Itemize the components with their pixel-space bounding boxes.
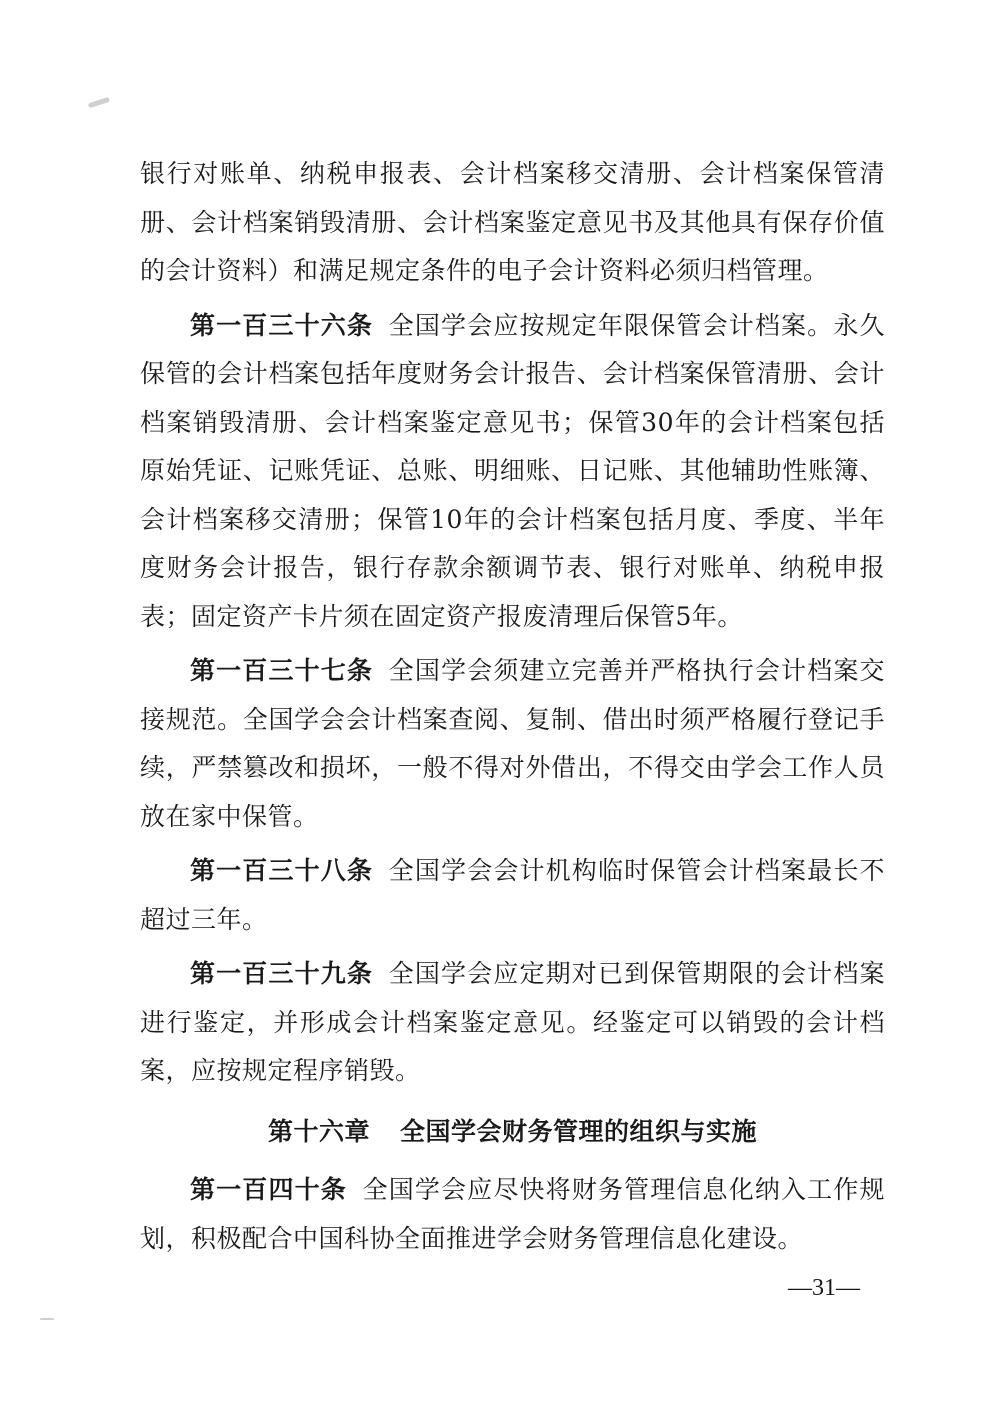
article-number: 第一百三十七条 (190, 656, 374, 685)
article-text: 全国学会应定期对已到保管期限的会计档案进行鉴定，并形成会计档案鉴定意见。经鉴定可以销毁的会计档案，应按规定程序销毁。 (140, 959, 885, 1085)
article-139 (140, 950, 885, 1096)
chapter-title: 全国学会财务管理的组织与实施 (400, 1116, 758, 1146)
article-text: 全国学会应尽快将财务管理信息化纳入工作规划，积极配合中国科协全面推进学会财务管理信息化建设。 (140, 1175, 885, 1253)
article-number: 第一百四十条 (190, 1175, 347, 1204)
chapter-heading (140, 1108, 885, 1157)
article-text: 全国学会应按规定年限保管会计档案。永久保管的会计档案包括年度财务会计报告、会计档案保管清册、会计档案销毁清册、会计档案鉴定意见书；保管30年的会计档案包括原始凭证、记账凭证、总账、明细账、日记账、其他辅助性账簿、会计档案移交清册；保管10年的会计档案包括月度、季度、半年度财务会计报告，银行存款余额调节表、银行对账单、纳税申报表；固定资产卡片须在固定资产报废清理后保管5年。 (140, 310, 885, 631)
document-body (140, 150, 885, 1269)
scan-smudge (40, 1318, 54, 1320)
chapter-number: 第十六章 (267, 1116, 370, 1146)
article-140 (140, 1166, 885, 1263)
article-text: 全国学会须建立完善并严格执行会计档案交接规范。全国学会会计档案查阅、复制、借出时须严格履行登记手续，严禁篡改和损坏，一般不得对外借出，不得交由学会工作人员放在家中保管。 (140, 656, 885, 831)
article-number: 第一百三十六条 (190, 310, 374, 340)
article-137 (140, 647, 885, 841)
paragraph-text: 银行对账单、纳税申报表、会计档案移交清册、会计档案保管清册、会计档案销毁清册、会计档案鉴定意见书及其他具有保存价值的会计资料）和满足规定条件的电子会计资料必须归档管理。 (140, 159, 885, 285)
scan-smudge (88, 97, 110, 109)
article-number: 第一百三十八条 (190, 856, 374, 885)
article-text: 全国学会会计机构临时保管会计档案最长不超过三年。 (140, 856, 885, 934)
page-number: —31— (788, 1275, 860, 1301)
paragraph-continuation (140, 150, 885, 296)
article-136 (140, 302, 885, 642)
article-number: 第一百三十九条 (190, 959, 374, 988)
article-138 (140, 847, 885, 944)
